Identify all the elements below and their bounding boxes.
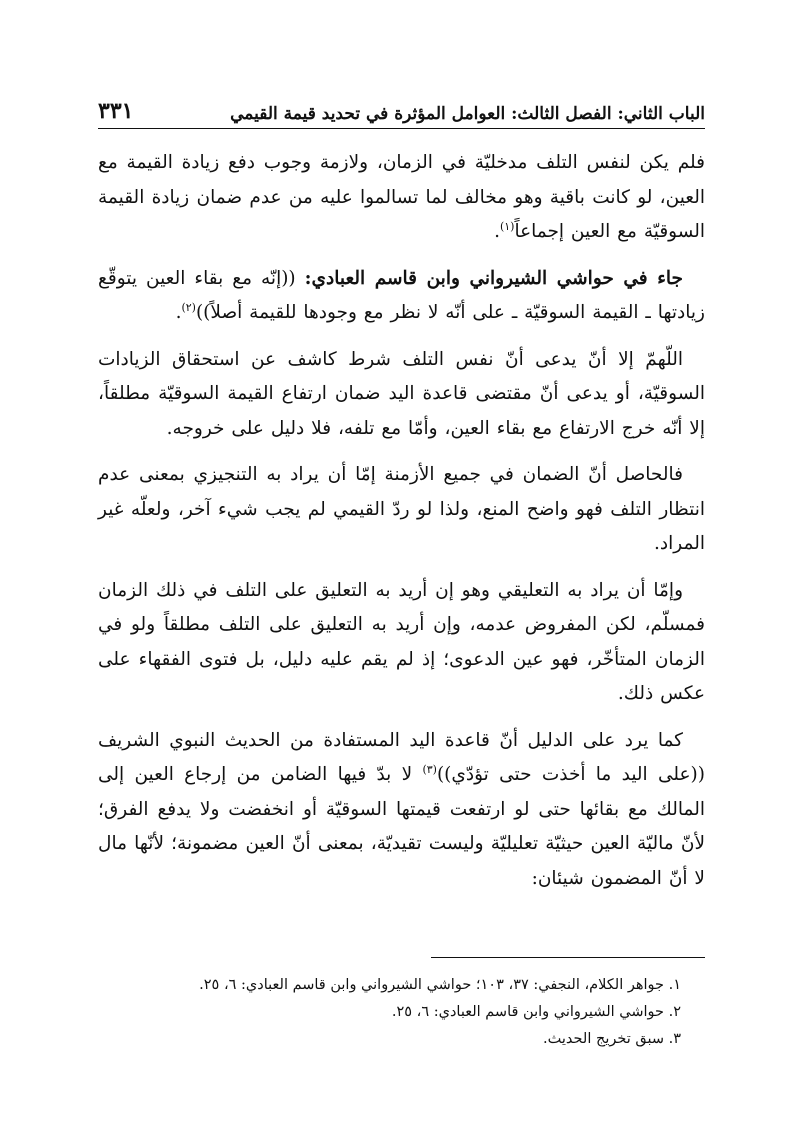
header-title: الباب الثاني: الفصل الثالث: العوامل المؤثرة في تحديد قيمة القيمي — [230, 104, 705, 124]
paragraph — [98, 343, 705, 447]
paragraph-tail: . — [175, 302, 182, 323]
paragraph — [98, 146, 705, 250]
paragraph-text: وإمّا أن يراد به التعليقي وهو إن أريد به التعليق على التلف في ذلك الزمان فمسلّم، لكن المفروض عدمه، وإن أريد به التعليق على التلف مطلقاً ولو في الزمان المتأخّر، فهو عين الدعوى؛ إذ لم يقم عليه دليل، بل فتوى الفقهاء على عكس ذلك. — [98, 579, 705, 704]
paragraph — [98, 262, 705, 331]
paragraph — [98, 724, 705, 897]
footnote: ٢. حواشي الشيرواني وابن قاسم العبادي: ٦، ٢٥. — [391, 1004, 681, 1020]
paragraph-text: كما يرد على الدليل أنّ قاعدة اليد المستفادة من الحديث النبوي الشريف ((على اليد ما أخذت حتى تؤدّي)) — [98, 729, 705, 785]
main-text — [98, 146, 705, 896]
running-header — [98, 92, 705, 129]
paragraph-text: اللّهمّ إلا أنّ يدعى أنّ نفس التلف شرط كاشف عن استحقاق الزيادات السوقيّة، أو يدعى أنّ مقتضى قاعدة اليد ضمان ارتفاع القيمة السوقيّة مطلقاً، إلا أنّه خرج الارتفاع مع بقاء العين، وأمّا مع تلفه، فلا دليل على خروجه. — [98, 348, 705, 439]
footnote: ٣. سبق تخريج الحديث. — [543, 1031, 681, 1047]
paragraph-lead: جاء في حواشي الشيرواني وابن قاسم العبادي: — [304, 267, 683, 289]
footnote-marker: (٣) — [422, 762, 437, 776]
paragraph-text: فالحاصل أنّ الضمان في جميع الأزمنة إمّا أن يراد به التنجيزي بمعنى عدم انتظار التلف فهو واضح المنع، ولذا لو ردّ القيمي لم يجب شيء آخر، ولعلّه غير المراد. — [98, 464, 705, 554]
footnote-marker: (١) — [499, 219, 515, 233]
paragraph-tail: لا بدّ فيها الضامن من إرجاع العين إلى المالك مع بقائها حتى لو ارتفعت قيمتها السوقيّة أو انخفضت ولا يدفع الفرق؛ لأنّ ماليّة العين حيثيّة تعليليّة وليست تقيديّة، بمعنى أنّ العين مضمونة؛ لأنّها مال لا أنّ المضمون شيئان: — [98, 764, 705, 889]
paragraph-text: ((إنّه مع بقاء العين يتوقّع زيادتها ـ القيمة السوقيّة ـ على أنّه لا نظر مع وجودها للقيمة أصلاً)) — [98, 267, 705, 323]
paragraph — [98, 574, 705, 712]
footnote-marker: (٢) — [181, 300, 196, 314]
footnote-separator — [431, 957, 705, 958]
footnote: ١. جواهر الكلام، النجفي: ٣٧، ١٠٣؛ حواشي الشيرواني وابن قاسم العبادي: ٦، ٢٥. — [199, 977, 681, 993]
footnotes — [98, 972, 705, 1053]
paragraph — [98, 458, 705, 562]
paragraph-tail: . — [494, 221, 500, 242]
page-number: ٣٣١ — [98, 98, 134, 124]
paragraph-text: فلم يكن لنفس التلف مدخليّة في الزمان، ولازمة وجوب دفع زيادة القيمة مع العين، لو كانت باقية وهو مخالف لما تسالموا عليه من عدم ضمان زيادة القيمة السوقيّة مع العين إجماعاً — [98, 152, 705, 242]
